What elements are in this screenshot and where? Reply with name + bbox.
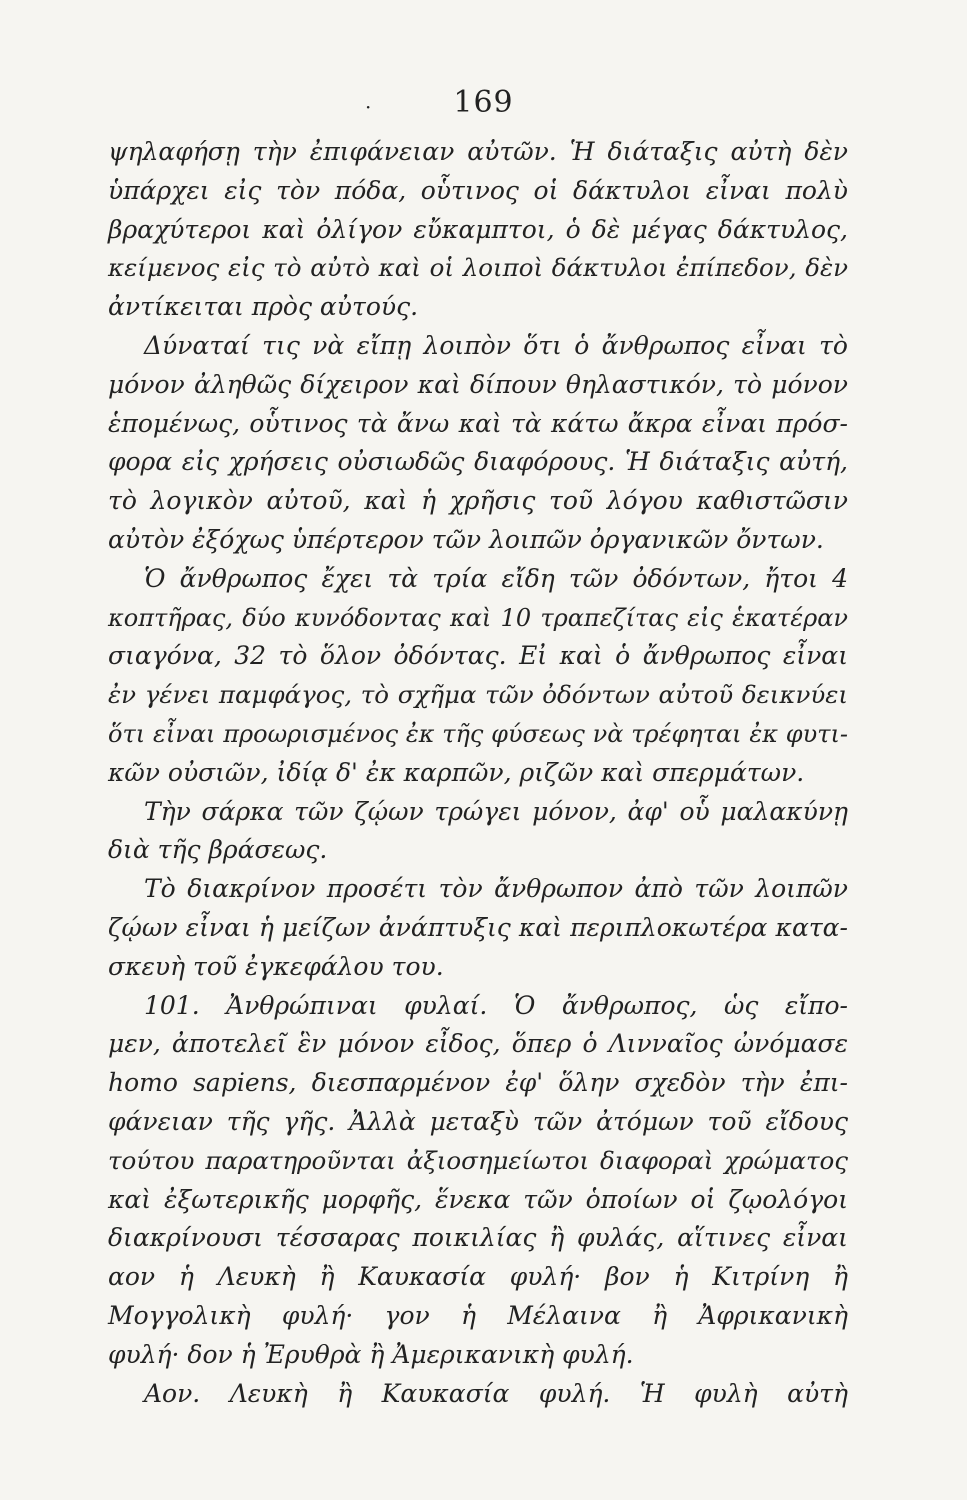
text-line: homo sapiens, διεσπαρμένον ἐφ' ὅλην σχεδὸν τὴν ἐπι- xyxy=(108,1068,848,1098)
text-line: μόνον ἀληθῶς δίχειρον καὶ δίπουν θηλαστικόν, τὸ μόνον xyxy=(108,369,848,399)
text-line: ὑπάρχει εἰς τὸν πόδα, οὗτινος οἱ δάκτυλοι εἶναι πολὺ xyxy=(108,175,848,205)
text-line: μεν, ἀποτελεῖ ἓν μόνον εἶδος, ὅπερ ὁ Λινναῖος ὠνόμασε xyxy=(108,1029,848,1059)
text-line: ἀντίκειται πρὸς αὐτούς. xyxy=(108,292,419,322)
text-line: κείμενος εἰς τὸ αὐτὸ καὶ οἱ λοιποὶ δάκτυλοι ἐπίπεδον, δὲν xyxy=(108,253,848,283)
body-text xyxy=(108,133,848,1413)
text-line: ἐν γένει παμφάγος, τὸ σχῆμα τῶν ὀδόντων αὐτοῦ δεικνύει xyxy=(108,680,848,710)
text-line: διακρίνουσι τέσσαρας ποικιλίας ἢ φυλάς, αἵτινες εἶναι xyxy=(108,1223,848,1253)
text-line: αον ἡ Λευκὴ ἢ Καυκασία φυλή· βον ἡ Κιτρίνη ἢ xyxy=(108,1262,848,1292)
text-line: ὅτι εἶναι προωρισμένος ἐκ τῆς φύσεως νὰ τρέφηται ἐκ φυτι- xyxy=(108,719,848,748)
text-line: κῶν οὐσιῶν, ἰδίᾳ δ' ἐκ καρπῶν, ριζῶν καὶ σπερμάτων. xyxy=(108,757,805,787)
text-line: 101. Ἀνθρώπιναι φυλαί. Ὁ ἄνθρωπος, ὡς εἴπο- xyxy=(144,990,848,1020)
text-line: Τὸ διακρίνον προσέτι τὸν ἄνθρωπον ἀπὸ τῶν λοιπῶν xyxy=(144,874,848,904)
text-line: φυλή· δον ἡ Ἐρυθρὰ ἢ Ἀμερικανικὴ φυλή. xyxy=(108,1339,634,1369)
text-line: διὰ τῆς βράσεως. xyxy=(108,835,328,865)
text-line: Μογγολικὴ φυλή· γον ἡ Μέλαινα ἢ Ἀφρικανικὴ xyxy=(108,1300,848,1330)
text-line: σιαγόνα, 32 τὸ ὅλον ὀδόντας. Εἰ καὶ ὁ ἄνθρωπος εἶναι xyxy=(108,641,848,671)
text-line: Αον. Λευκὴ ἢ Καυκασία φυλή. Ἡ φυλὴ αὐτὴ xyxy=(144,1378,848,1408)
text-line: Τὴν σάρκα τῶν ζῴων τρώγει μόνον, ἀφ' οὗ μαλακύνῃ xyxy=(144,796,848,826)
text-line: ἑπομένως, οὗτινος τὰ ἄνω καὶ τὰ κάτω ἄκρα εἶναι πρόσ- xyxy=(108,408,848,438)
text-line: ζῴων εἶναι ἡ μείζων ἀνάπτυξις καὶ περιπλοκωτέρα κατα- xyxy=(108,912,848,942)
text-line: Δύναταί τις νὰ εἴπῃ λοιπὸν ὅτι ὁ ἄνθρωπος εἶναι τὸ xyxy=(144,330,848,360)
text-line: καὶ ἐξωτερικῆς μορφῆς, ἕνεκα τῶν ὁποίων οἱ ζῳολόγοι xyxy=(108,1184,848,1214)
text-line: τὸ λογικὸν αὐτοῦ, καὶ ἡ χρῆσις τοῦ λόγου καθιστῶσιν xyxy=(108,486,848,516)
text-line: αὐτὸν ἐξόχως ὑπέρτερον τῶν λοιπῶν ὀργανικῶν ὄντων. xyxy=(108,524,824,554)
text-line: φάνειαν τῆς γῆς. Ἀλλὰ μεταξὺ τῶν ἀτόμων τοῦ εἴδους xyxy=(108,1106,848,1136)
page-number: 169 xyxy=(453,85,514,120)
text-line: Ὁ ἄνθρωπος ἔχει τὰ τρία εἴδη τῶν ὀδόντων, ἤτοι 4 xyxy=(144,563,848,593)
text-line: φορα εἰς χρήσεις οὐσιωδῶς διαφόρους. Ἡ διάταξις αὐτή, xyxy=(108,447,848,477)
text-line: κοπτῆρας, δύο κυνόδοντας καὶ 10 τραπεζίτας εἰς ἑκατέραν xyxy=(108,603,848,632)
text-line: ψηλαφήσῃ τὴν ἐπιφάνειαν αὐτῶν. Ἡ διάταξις αὐτὴ δὲν xyxy=(108,137,848,166)
text-line: σκευὴ τοῦ ἐγκεφάλου του. xyxy=(108,951,444,981)
decorative-dot: · xyxy=(365,95,372,119)
text-line: τούτου παρατηροῦνται ἀξιοσημείωτοι διαφοραὶ χρώματος xyxy=(108,1145,848,1175)
text-line: βραχύτεροι καὶ ὀλίγον εὔκαμπτοι, ὁ δὲ μέγας δάκτυλος, xyxy=(108,214,848,244)
